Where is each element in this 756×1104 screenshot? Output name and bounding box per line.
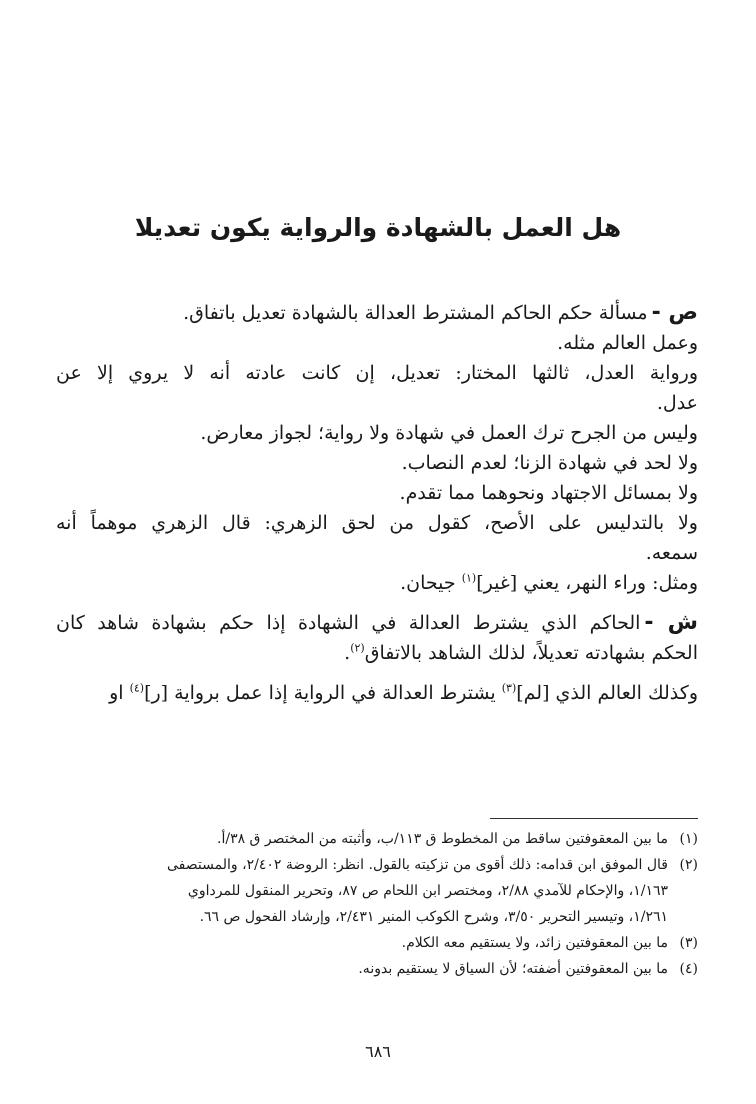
text-line bbox=[56, 678, 698, 708]
footnote-number: (٤) bbox=[679, 961, 698, 977]
footnote-text: ما بين المعقوفتين زائد، ولا يستقيم معه الكلام. bbox=[401, 935, 668, 951]
text-line-content: . bbox=[344, 642, 351, 664]
footnote-number: (٣) bbox=[679, 935, 698, 951]
footnote-2-continuation: ١/١٦٣، والإحكام للآمدي ٢/٨٨، ومختصر ابن اللحام ص ٨٧، وتحرير المنقول للمرداوي bbox=[187, 883, 668, 899]
text-line: ولا بمسائل الاجتهاد ونحوهما مما تقدم. bbox=[399, 482, 698, 504]
text-line bbox=[56, 638, 698, 668]
text-line bbox=[56, 568, 698, 598]
text-line: ورواية العدل، ثالثها المختار: تعديل، إن كانت عادته أنه لا يروي إلا عن bbox=[56, 362, 698, 384]
footnote-text: قال الموفق ابن قدامه: ذلك أقوى من تزكيته بالقول. انظر: الروضة ٢/٤٠٢، والمستصفى bbox=[167, 857, 668, 873]
text-line-content: او bbox=[109, 682, 130, 704]
text-line-content: وكذلك العالم الذي [لم] bbox=[516, 682, 698, 704]
text-line bbox=[56, 298, 698, 328]
main-text bbox=[56, 298, 698, 708]
footnote-ref[interactable]: (١) bbox=[461, 571, 477, 585]
footnote-separator bbox=[490, 818, 698, 819]
text-line: عدل. bbox=[656, 392, 698, 414]
text-line-content: الحاكم الذي يشترط العدالة في الشهادة إذا حكم بشهادة شاهد كان bbox=[56, 612, 641, 634]
footnote-1 bbox=[56, 826, 698, 852]
footnote-number: (١) bbox=[679, 831, 698, 847]
text-line-content: مسألة حكم الحاكم المشترط العدالة بالشهادة تعديل باتفاق. bbox=[183, 302, 648, 324]
footnote-3 bbox=[56, 930, 698, 956]
footnote-text: ما بين المعقوفتين ساقط من المخطوط ق ١١٣/ب، وأثبته من المختصر ق ٣٨/أ. bbox=[217, 831, 668, 847]
matn-marker: ص - bbox=[651, 300, 698, 325]
footnote-number: (٢) bbox=[679, 857, 698, 873]
text-line: ولا بالتدليس على الأصح، كقول من لحق الزهري: قال الزهري موهماً أنه bbox=[56, 512, 698, 534]
text-line-content: جيحان. bbox=[400, 572, 462, 594]
footnote-4 bbox=[56, 956, 698, 982]
page-number: ٦٨٦ bbox=[365, 1042, 391, 1061]
text-line: وعمل العالم مثله. bbox=[557, 332, 698, 354]
footnote-ref[interactable]: (٣) bbox=[501, 681, 517, 695]
text-line: ولا لحد في شهادة الزنا؛ لعدم النصاب. bbox=[401, 452, 698, 474]
footnote-text: ما بين المعقوفتين أضفته؛ لأن السياق لا يستقيم بدونه. bbox=[358, 961, 668, 977]
footnote-ref[interactable]: (٢) bbox=[350, 641, 365, 655]
footnote-2 bbox=[56, 852, 698, 878]
text-line: سمعه. bbox=[645, 542, 698, 564]
text-line-content: يشترط العدالة في الرواية إذا عمل برواية [ر] bbox=[144, 682, 502, 704]
sharh-marker: ش - bbox=[644, 610, 698, 635]
footnotes bbox=[56, 826, 698, 982]
text-line-content: ومثل: وراء النهر، يعني [غير] bbox=[476, 572, 698, 594]
footnote-2-continuation: ١/٢٦١، وتيسير التحرير ٣/٥٠، وشرح الكوكب المنير ٢/٤٣١، وإرشاد الفحول ص ٦٦. bbox=[199, 909, 668, 925]
text-line-content: الحكم بشهادته تعديلاً، لذلك الشاهد بالاتفاق bbox=[364, 642, 698, 664]
text-line: وليس من الجرح ترك العمل في شهادة ولا رواية؛ لجواز معارض. bbox=[200, 422, 698, 444]
footnote-ref[interactable]: (٤) bbox=[129, 681, 145, 695]
section-title: هل العمل بالشهادة والرواية يكون تعديلا bbox=[134, 213, 622, 242]
text-line bbox=[56, 608, 698, 638]
